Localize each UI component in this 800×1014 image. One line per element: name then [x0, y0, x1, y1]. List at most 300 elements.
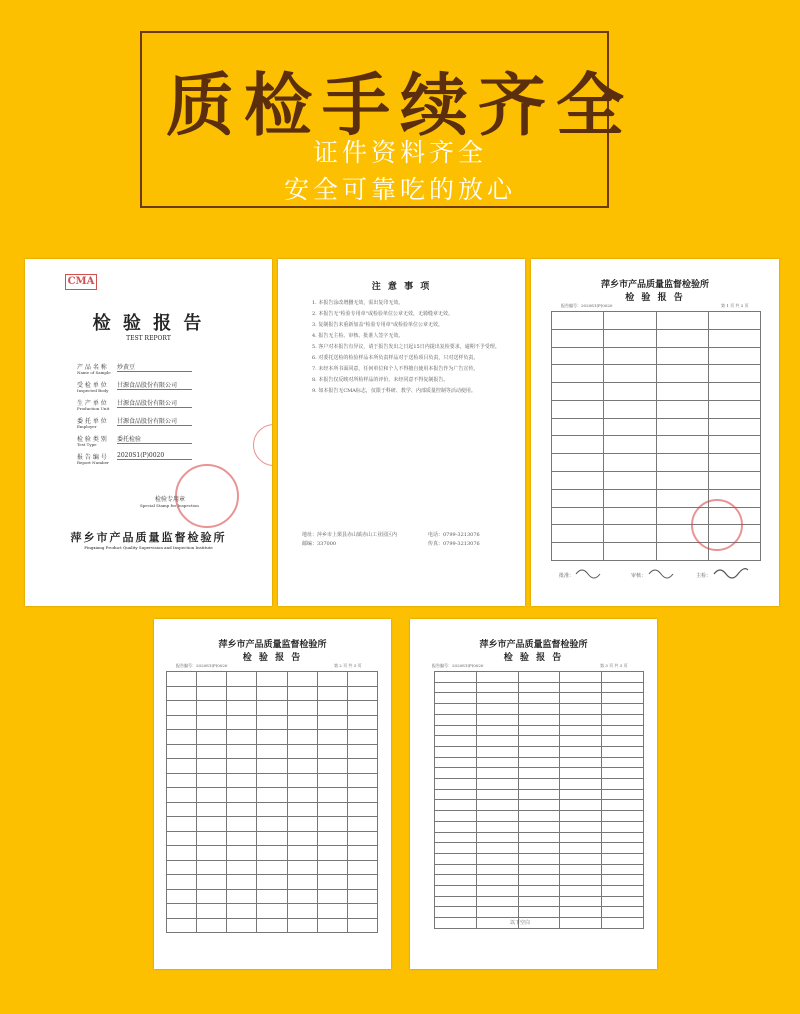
- table-cell: [552, 312, 604, 330]
- table-cell: [227, 686, 257, 701]
- table-cell: [287, 773, 317, 788]
- table-cell: [604, 400, 656, 418]
- table-row: [435, 714, 644, 725]
- table-cell: [656, 329, 708, 347]
- table-cell: [197, 846, 227, 861]
- table-cell: [287, 875, 317, 890]
- table-cell: [602, 811, 644, 822]
- table-cell: [287, 788, 317, 803]
- reviewer-label: 审核：: [631, 573, 647, 579]
- stamp-label-en: Special Stamp for Inspection: [140, 503, 199, 508]
- table-cell: [227, 730, 257, 745]
- table-cell: [602, 907, 644, 918]
- table-cell: [197, 759, 227, 774]
- table-cell: [167, 701, 197, 716]
- field-label: 生 产 单 位: [77, 400, 107, 407]
- table-row: [167, 831, 378, 846]
- cma-logo: CMA: [65, 274, 97, 290]
- table-cell: [602, 714, 644, 725]
- table-row: [552, 418, 761, 436]
- table-cell: [287, 730, 317, 745]
- note-item: 8. 本报告仅反映对所检样品的评价，未经同意不得复制报告。: [312, 377, 449, 383]
- table-cell: [476, 682, 518, 693]
- table-row: [167, 889, 378, 904]
- approver-label: 批准：: [559, 573, 575, 579]
- inspection-stamp: [691, 499, 743, 551]
- table-cell: [656, 365, 708, 383]
- table-cell: [227, 773, 257, 788]
- table-row: [167, 788, 378, 803]
- table-cell: [435, 682, 477, 693]
- institute-name: 萍乡市产品质量监督检验所: [600, 280, 709, 290]
- table-cell: [560, 672, 602, 683]
- table-cell: [518, 682, 560, 693]
- table-cell: [347, 846, 377, 861]
- table-cell: [602, 682, 644, 693]
- table-cell: [257, 831, 287, 846]
- table-cell: [435, 672, 477, 683]
- table-cell: [317, 715, 347, 730]
- field-label-en: Report Number: [77, 460, 109, 465]
- table-row: [167, 860, 378, 875]
- table-row: [167, 918, 378, 933]
- table-cell: [435, 714, 477, 725]
- table-cell: [227, 715, 257, 730]
- table-cell: [167, 918, 197, 933]
- report-page-3: [410, 619, 657, 969]
- table-cell: [435, 811, 477, 822]
- table-cell: [197, 773, 227, 788]
- table-row: [435, 672, 644, 683]
- table-cell: [347, 918, 377, 933]
- table-cell: [435, 746, 477, 757]
- table-cell: [167, 715, 197, 730]
- table-cell: [287, 817, 317, 832]
- table-cell: [197, 889, 227, 904]
- table-cell: [435, 918, 477, 929]
- table-cell: [167, 860, 197, 875]
- table-row: [552, 312, 761, 330]
- table-cell: [476, 789, 518, 800]
- table-cell: [167, 889, 197, 904]
- table-cell: [604, 347, 656, 365]
- table-cell: [257, 773, 287, 788]
- table-cell: [167, 744, 197, 759]
- table-cell: [227, 817, 257, 832]
- table-cell: [287, 672, 317, 687]
- table-cell: [317, 918, 347, 933]
- table-cell: [518, 907, 560, 918]
- table-cell: [257, 701, 287, 716]
- page-number: 第 3 页 共 3 页: [600, 663, 628, 668]
- table-row: [435, 896, 644, 907]
- table-cell: [518, 789, 560, 800]
- table-row: [435, 682, 644, 693]
- field-label: 委 托 单 位: [77, 418, 107, 425]
- note-item: 9. 如本报告无CMA标志，仅限于科研、教学、内部质量控制等活动使用。: [312, 388, 476, 394]
- table-cell: [518, 757, 560, 768]
- table-cell: [602, 800, 644, 811]
- table-cell: [518, 811, 560, 822]
- table-cell: [317, 846, 347, 861]
- table-cell: [347, 715, 377, 730]
- table-cell: [518, 672, 560, 683]
- table-cell: [560, 768, 602, 779]
- table-cell: [167, 817, 197, 832]
- table-cell: [347, 788, 377, 803]
- table-cell: [317, 889, 347, 904]
- table-cell: [552, 489, 604, 507]
- table-cell: [656, 472, 708, 490]
- table-cell: [560, 746, 602, 757]
- report-notes-page: [278, 259, 525, 606]
- table-row: [435, 832, 644, 843]
- table-cell: [518, 896, 560, 907]
- table-cell: [317, 701, 347, 716]
- field-value: 炒黄豆: [117, 362, 192, 372]
- table-cell: [257, 686, 287, 701]
- table-cell: [518, 875, 560, 886]
- table-row: [435, 843, 644, 854]
- table-cell: [227, 672, 257, 687]
- table-cell: [197, 875, 227, 890]
- table-cell: [197, 802, 227, 817]
- field-value: 甘源食品股份有限公司: [117, 416, 192, 426]
- table-cell: [197, 831, 227, 846]
- table-row: [167, 773, 378, 788]
- table-cell: [552, 400, 604, 418]
- table-cell: [257, 817, 287, 832]
- table-cell: [560, 886, 602, 897]
- table-cell: [347, 904, 377, 919]
- table-cell: [518, 725, 560, 736]
- stamp-label: 检验专用章: [155, 496, 186, 503]
- table-cell: [167, 875, 197, 890]
- field-label-en: Employer: [77, 424, 97, 429]
- table-cell: [552, 329, 604, 347]
- fax: 传真：0799-3213076: [428, 541, 480, 547]
- table-row: [167, 701, 378, 716]
- table-cell: [287, 686, 317, 701]
- table-cell: [317, 904, 347, 919]
- table-row: [435, 907, 644, 918]
- institute-name: 萍乡市产品质量监督检验所: [479, 640, 588, 650]
- table-cell: [476, 746, 518, 757]
- table-cell: [227, 875, 257, 890]
- table-cell: [435, 886, 477, 897]
- table-cell: [317, 788, 347, 803]
- signature-marks: [571, 564, 761, 584]
- table-cell: [257, 846, 287, 861]
- table-cell: [197, 817, 227, 832]
- table-cell: [287, 846, 317, 861]
- table-cell: [602, 779, 644, 790]
- table-cell: [227, 701, 257, 716]
- table-cell: [560, 864, 602, 875]
- table-cell: [604, 454, 656, 472]
- table-row: [435, 875, 644, 886]
- table-cell: [560, 800, 602, 811]
- table-cell: [435, 821, 477, 832]
- table-row: [552, 365, 761, 383]
- table-cell: [518, 843, 560, 854]
- table-cell: [518, 714, 560, 725]
- table-cell: [257, 759, 287, 774]
- table-cell: [435, 736, 477, 747]
- table-cell: [167, 904, 197, 919]
- table-row: [435, 768, 644, 779]
- table-cell: [167, 686, 197, 701]
- table-cell: [435, 779, 477, 790]
- field-value: 2020S1(P)0020: [117, 452, 192, 460]
- table-cell: [708, 365, 760, 383]
- table-cell: [257, 918, 287, 933]
- report-title-en: TEST REPORT: [126, 335, 171, 342]
- table-cell: [560, 875, 602, 886]
- table-cell: [560, 843, 602, 854]
- institute-name: 萍乡市产品质量监督检验所: [218, 640, 327, 650]
- table-cell: [476, 896, 518, 907]
- table-cell: [560, 896, 602, 907]
- table-cell: [435, 907, 477, 918]
- table-cell: [347, 759, 377, 774]
- table-cell: [317, 744, 347, 759]
- table-cell: [257, 715, 287, 730]
- table-cell: [518, 886, 560, 897]
- note-item: 2. 本报告无"检验专用章"或检验单位公章无效，无骑缝章无效。: [312, 311, 453, 317]
- table-cell: [708, 383, 760, 401]
- table-row: [435, 800, 644, 811]
- table-cell: [227, 802, 257, 817]
- table-cell: [602, 768, 644, 779]
- table-cell: [287, 744, 317, 759]
- report-number: 报告编号：2020S1(P)0020: [176, 663, 228, 668]
- table-row: [435, 821, 644, 832]
- note-item: 6. 对委托送检的检验样品本所负责样品对于送检项目负责，只对送样负责。: [312, 355, 479, 361]
- table-cell: [656, 454, 708, 472]
- table-cell: [197, 860, 227, 875]
- table-cell: [552, 472, 604, 490]
- table-row: [435, 757, 644, 768]
- table-cell: [287, 918, 317, 933]
- field-value: 甘源食品股份有限公司: [117, 380, 192, 390]
- table-cell: [602, 725, 644, 736]
- field-label: 报 告 编 号: [77, 454, 107, 461]
- table-cell: [476, 779, 518, 790]
- table-cell: [167, 730, 197, 745]
- subtitle-safe-to-eat: 安全可靠吃的放心: [283, 175, 516, 204]
- table-cell: [227, 846, 257, 861]
- table-cell: [476, 821, 518, 832]
- table-cell: [476, 704, 518, 715]
- table-cell: [476, 714, 518, 725]
- table-cell: [708, 472, 760, 490]
- report-cover-page: [25, 259, 272, 606]
- table-cell: [435, 800, 477, 811]
- table-cell: [347, 831, 377, 846]
- table-row: [552, 436, 761, 454]
- table-cell: [167, 802, 197, 817]
- blank-below-note: 以下空白: [510, 920, 531, 926]
- table-cell: [476, 832, 518, 843]
- field-value: 委托检验: [117, 434, 192, 444]
- table-cell: [197, 918, 227, 933]
- table-cell: [227, 918, 257, 933]
- table-cell: [604, 525, 656, 543]
- note-item: 7. 未经本所书面同意，任何单位和个人不得擅自使用本报告作为广告宣传。: [312, 366, 479, 372]
- table-cell: [518, 746, 560, 757]
- table-row: [552, 400, 761, 418]
- table-cell: [604, 436, 656, 454]
- table-cell: [708, 347, 760, 365]
- table-cell: [197, 715, 227, 730]
- table-cell: [552, 525, 604, 543]
- table-cell: [197, 672, 227, 687]
- table-cell: [435, 725, 477, 736]
- note-item: 5. 客户对本报告有异议，请于报告发出之日起15日内提出复检要求，逾期不予受理。: [312, 344, 500, 350]
- table-cell: [560, 853, 602, 864]
- table-cell: [227, 889, 257, 904]
- report-number: 报告编号：2020S1(P)0020: [561, 303, 613, 308]
- table-cell: [708, 400, 760, 418]
- table-cell: [560, 821, 602, 832]
- table-cell: [227, 759, 257, 774]
- table-cell: [435, 832, 477, 843]
- table-cell: [552, 383, 604, 401]
- table-cell: [602, 757, 644, 768]
- table-cell: [656, 383, 708, 401]
- table-cell: [560, 907, 602, 918]
- table-cell: [602, 843, 644, 854]
- table-cell: [347, 744, 377, 759]
- table-cell: [317, 686, 347, 701]
- table-cell: [604, 312, 656, 330]
- table-cell: [317, 802, 347, 817]
- table-row: [435, 811, 644, 822]
- table-cell: [560, 682, 602, 693]
- table-cell: [602, 886, 644, 897]
- table-cell: [552, 418, 604, 436]
- table-row: [552, 347, 761, 365]
- table-cell: [227, 744, 257, 759]
- table-cell: [287, 759, 317, 774]
- table-cell: [602, 693, 644, 704]
- table-cell: [227, 788, 257, 803]
- table-cell: [435, 693, 477, 704]
- table-cell: [560, 725, 602, 736]
- inspector-label: 主检：: [696, 573, 712, 579]
- table-cell: [167, 672, 197, 687]
- table-cell: [167, 773, 197, 788]
- table-cell: [476, 886, 518, 897]
- table-cell: [287, 904, 317, 919]
- phone: 电话：0799-3213076: [428, 532, 480, 538]
- field-label: 检 验 类 别: [77, 436, 107, 443]
- table-cell: [257, 730, 287, 745]
- table-cell: [317, 730, 347, 745]
- table-cell: [518, 853, 560, 864]
- table-row: [552, 454, 761, 472]
- table-cell: [552, 347, 604, 365]
- field-label: 受 检 单 位: [77, 382, 107, 389]
- table-cell: [435, 843, 477, 854]
- table-cell: [476, 757, 518, 768]
- table-cell: [602, 918, 644, 929]
- table-cell: [560, 789, 602, 800]
- table-cell: [476, 768, 518, 779]
- table-cell: [602, 672, 644, 683]
- table-cell: [287, 802, 317, 817]
- table-cell: [602, 832, 644, 843]
- table-cell: [476, 811, 518, 822]
- table-cell: [552, 454, 604, 472]
- table-cell: [708, 418, 760, 436]
- table-row: [167, 686, 378, 701]
- table-row: [552, 329, 761, 347]
- table-cell: [552, 365, 604, 383]
- results-table: [166, 671, 378, 933]
- table-cell: [602, 736, 644, 747]
- table-row: [435, 886, 644, 897]
- table-row: [435, 918, 644, 929]
- label-table: [434, 671, 644, 929]
- table-cell: [604, 383, 656, 401]
- table-cell: [656, 400, 708, 418]
- table-cell: [257, 860, 287, 875]
- table-cell: [347, 672, 377, 687]
- table-cell: [518, 779, 560, 790]
- table-cell: [167, 759, 197, 774]
- table-row: [435, 746, 644, 757]
- table-cell: [604, 472, 656, 490]
- table-cell: [347, 889, 377, 904]
- table-cell: [518, 693, 560, 704]
- table-cell: [476, 800, 518, 811]
- table-cell: [257, 744, 287, 759]
- table-cell: [287, 715, 317, 730]
- page-number: 第 2 页 共 3 页: [334, 663, 362, 668]
- table-cell: [602, 875, 644, 886]
- table-cell: [560, 779, 602, 790]
- table-cell: [560, 693, 602, 704]
- note-item: 3. 复制报告未重新加盖"检验专用章"或检验单位公章无效。: [312, 322, 443, 328]
- table-cell: [560, 704, 602, 715]
- postcode: 邮编：337000: [302, 541, 337, 547]
- table-row: [167, 904, 378, 919]
- table-cell: [257, 672, 287, 687]
- table-cell: [435, 875, 477, 886]
- table-cell: [197, 788, 227, 803]
- subtitle-docs-complete: 证件资料齐全: [312, 138, 487, 167]
- table-cell: [317, 672, 347, 687]
- table-cell: [435, 896, 477, 907]
- table-row: [435, 779, 644, 790]
- table-cell: [602, 789, 644, 800]
- table-cell: [708, 329, 760, 347]
- table-cell: [604, 489, 656, 507]
- table-row: [435, 693, 644, 704]
- table-cell: [347, 701, 377, 716]
- table-cell: [435, 757, 477, 768]
- table-cell: [317, 875, 347, 890]
- table-cell: [347, 730, 377, 745]
- field-value: 甘源食品股份有限公司: [117, 398, 192, 408]
- note-item: 1. 本报告涂改增删无效，需出复印无效。: [312, 300, 404, 306]
- table-cell: [604, 329, 656, 347]
- table-row: [167, 744, 378, 759]
- table-cell: [257, 875, 287, 890]
- field-label: 产 品 名 称: [77, 364, 107, 371]
